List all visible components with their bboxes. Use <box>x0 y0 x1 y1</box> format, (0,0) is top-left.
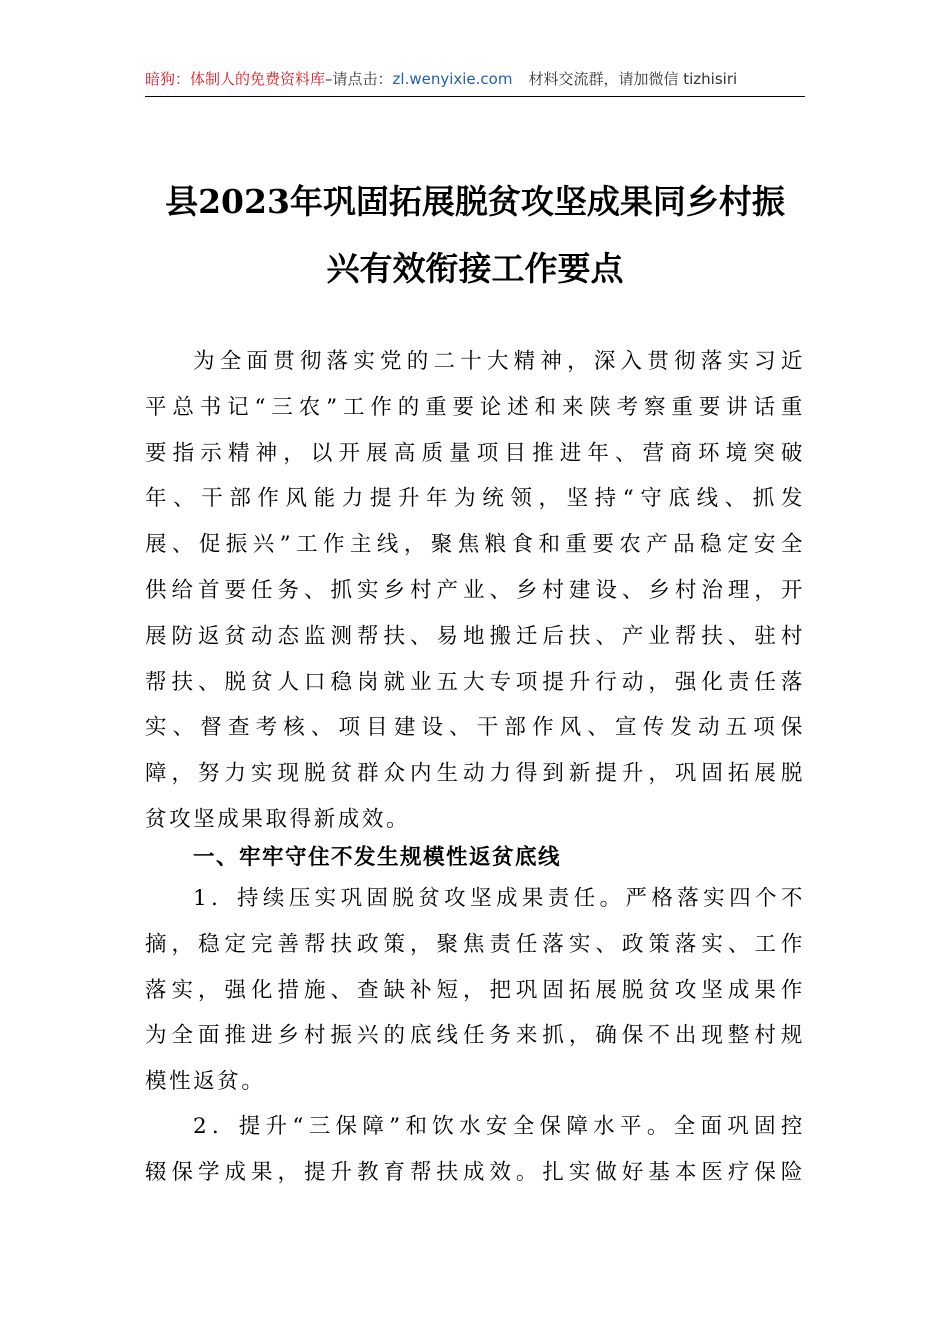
document-title-line-1: 县2023年巩固拓展脱贫攻坚成果同乡村振 <box>165 182 785 221</box>
intro-line: 供给首要任务、抓实乡村产业、乡村建设、乡村治理，开 <box>145 577 805 603</box>
item-2-paragraph <box>145 1104 805 1196</box>
intro-line: 实、督查考核、项目建设、干部作风、宣传发动五项保 <box>145 715 805 741</box>
page-header <box>145 62 805 97</box>
item-2-line: 辍保学成果，提升教育帮扶成效。扎实做好基本医疗保险 <box>145 1159 805 1185</box>
intro-line: 贫攻坚成果取得新成效。 <box>145 806 411 832</box>
intro-line: 为全面贯彻落实党的二十大精神，深入贯彻落实习近 <box>193 349 805 374</box>
item-1-line: 落实，强化措施、查缺补短，把巩固拓展脱贫攻坚成果作 <box>145 977 805 1003</box>
item-1-line: 模性返贫。 <box>145 1069 266 1095</box>
item-1-line: 为全面推进乡村振兴的底线任务来抓，确保不出现整村规 <box>145 1023 805 1049</box>
header-click-label: –请点击： <box>325 70 393 88</box>
item-2-line: 2．提升“三保障”和饮水安全保障水平。全面巩固控 <box>193 1114 805 1139</box>
document-title-line-2: 兴有效衔接工作要点 <box>326 249 624 288</box>
section-1-heading: 一、牢牢守住不发生规模性返贫底线 <box>193 845 562 870</box>
header-site-label: 暗狗：体制人的免费资料库 <box>145 70 326 88</box>
item-1-line: 摘，稳定完善帮扶政策，聚焦责任落实、政策落实、工作 <box>145 931 805 957</box>
intro-line: 帮扶、脱贫人口稳岗就业五大专项提升行动，强化责任落 <box>145 669 805 695</box>
item-1-line: 1．持续压实巩固脱贫攻坚成果责任。严格落实四个不 <box>193 886 805 911</box>
intro-line: 障，努力实现脱贫群众内生动力得到新提升，巩固拓展脱 <box>145 761 805 787</box>
item-1-paragraph <box>145 876 805 1105</box>
intro-line: 展、促振兴”工作主线，聚焦粮食和重要农产品稳定安全 <box>145 532 805 558</box>
header-wechat-label: 材料交流群，请加微信 tizhisiri <box>528 70 738 88</box>
intro-line: 平总书记“三农”工作的重要论述和来陕考察重要讲话重 <box>145 394 805 420</box>
intro-line: 展防返贫动态监测帮扶、易地搬迁后扶、产业帮扶、驻村 <box>145 623 805 649</box>
header-url-link[interactable]: zl.wenyixie.com <box>392 70 513 88</box>
intro-paragraph <box>145 339 805 843</box>
intro-line: 年、干部作风能力提升年为统领，坚持“守底线、抓发 <box>145 486 805 512</box>
intro-line: 要指示精神，以开展高质量项目推进年、营商环境突破 <box>145 440 805 466</box>
